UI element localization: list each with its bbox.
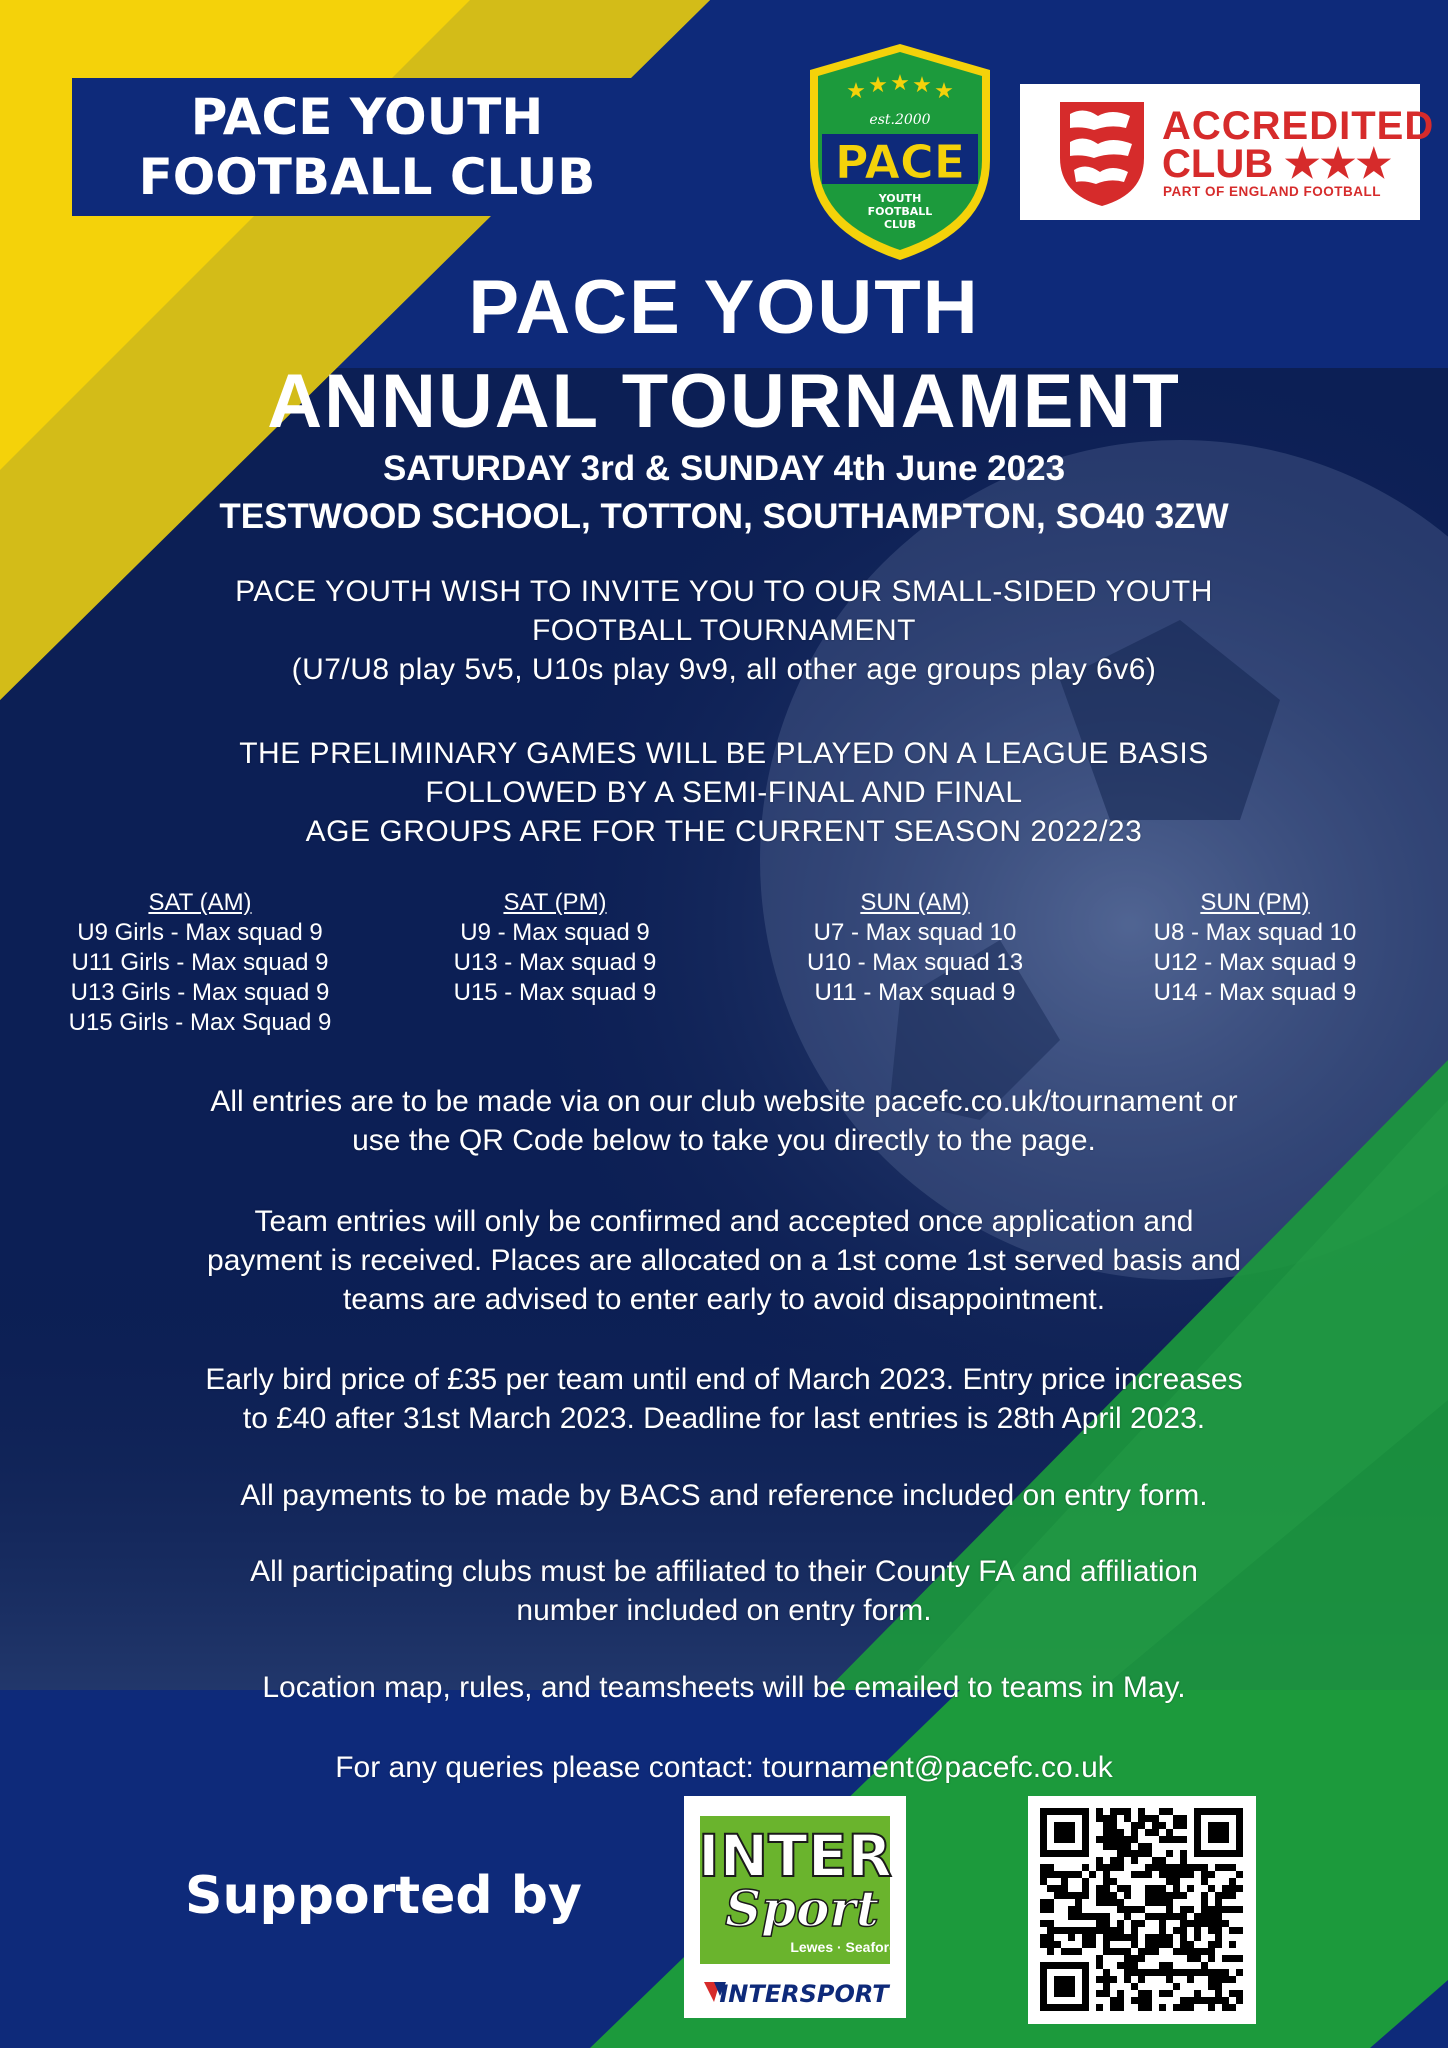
info-text: Team entries will only be confirmed and accepted once application and: [254, 1205, 1194, 1238]
contact-email-text[interactable]: For any queries please contact: tournament@pacefc.co.uk: [335, 1751, 1113, 1784]
svg-text:★: ★: [890, 70, 910, 95]
intro-line1: PACE YOUTH WISH TO INVITE YOU TO OUR SMALL-SIDED YOUTH: [235, 575, 1213, 608]
info-pricing: [0, 1360, 1448, 1438]
sponsor-brand-top: INTER: [698, 1822, 892, 1890]
info-text: All participating clubs must be affiliated to their County FA and affiliation: [250, 1555, 1198, 1588]
accredited-club-badge: [1020, 84, 1435, 220]
intro-line2: FOOTBALL TOURNAMENT: [531, 614, 916, 647]
schedule-item: U15 - Max squad 9: [453, 979, 657, 1006]
accredited-title: ACCREDITED: [1162, 104, 1435, 148]
supported-by-label: Supported by: [185, 1866, 582, 1926]
schedule-item: U11 - Max squad 9: [814, 979, 1016, 1006]
qr-code-icon: [1028, 1796, 1256, 2024]
qr-code[interactable]: [1028, 1796, 1256, 2024]
tournament-venue: TESTWOOD SCHOOL, TOTTON, SOUTHAMPTON, SO40 3ZW: [219, 497, 1229, 536]
club-name: [72, 78, 662, 216]
sponsor-brand-bottom: INTERSPORT: [719, 1980, 889, 2008]
intro-line6: AGE GROUPS ARE FOR THE CURRENT SEASON 2022/23: [305, 815, 1143, 848]
info-text: to £40 after 31st March 2023. Deadline for last entries is 28th April 2023.: [242, 1402, 1206, 1435]
info-confirmation: [0, 1202, 1448, 1319]
club-name-line2: FOOTBALL CLUB: [138, 148, 596, 206]
info-text: All payments to be made by BACS and reference included on entry form.: [240, 1479, 1208, 1512]
crest-sub-line2: FOOTBALL: [867, 205, 933, 218]
accredited-club: CLUB ★★★: [1162, 142, 1392, 186]
info-entries: [0, 1082, 1448, 1160]
accredited-sub: PART OF ENGLAND FOOTBALL: [1163, 184, 1381, 199]
sponsor-location: Lewes · Seaford: [790, 1939, 898, 1955]
schedule-header: SAT (PM): [503, 889, 607, 916]
schedule-item: U8 - Max squad 10: [1153, 919, 1357, 946]
schedule-sat-am: [30, 888, 370, 1038]
info-text: use the QR Code below to take you directly to the page.: [352, 1124, 1096, 1157]
club-name-line1: PACE YOUTH: [190, 88, 544, 146]
info-text: Early bird price of £35 per team until end of March 2023. Entry price increases: [205, 1363, 1243, 1396]
info-location: [0, 1668, 1448, 1707]
crest-est: est.2000: [869, 112, 931, 128]
intro-block-1: [0, 572, 1448, 689]
schedule-item: U10 - Max squad 13: [806, 949, 1024, 976]
schedule-sun-am: [745, 888, 1085, 1008]
schedule-item: U15 Girls - Max Squad 9: [68, 1009, 332, 1036]
schedule-item: U13 Girls - Max squad 9: [70, 979, 330, 1006]
schedule-item: U7 - Max squad 10: [813, 919, 1017, 946]
schedule-item: U11 Girls - Max squad 9: [71, 949, 329, 976]
info-payments: [0, 1476, 1448, 1515]
three-lions-icon: [1054, 98, 1150, 208]
svg-text:★: ★: [868, 72, 888, 97]
schedule-item: U9 Girls - Max squad 9: [77, 919, 323, 946]
schedule-sun-pm: [1085, 888, 1425, 1008]
pace-crest-logo: [800, 40, 1000, 264]
schedule-header: SAT (AM): [148, 889, 252, 916]
crest-name: PACE: [834, 135, 966, 189]
intersport-sponsor-logo: [684, 1796, 906, 2018]
info-text: payment is received. Places are allocated on a 1st come 1st served basis and: [207, 1244, 1241, 1277]
info-text: All entries are to be made via on our club website pacefc.co.uk/tournament or: [210, 1085, 1238, 1118]
info-text: Location map, rules, and teamsheets will be emailed to teams in May.: [262, 1671, 1186, 1704]
info-text: teams are advised to enter early to avoid disappointment.: [342, 1283, 1106, 1316]
crest-sub-line1: YOUTH: [878, 192, 922, 205]
svg-text:★: ★: [912, 72, 932, 97]
tournament-dates: SATURDAY 3rd & SUNDAY 4th June 2023: [382, 449, 1066, 488]
schedule-header: SUN (PM): [1200, 889, 1310, 916]
svg-text:★: ★: [934, 78, 954, 103]
intro-line5: FOLLOWED BY A SEMI-FINAL AND FINAL: [425, 776, 1023, 809]
schedule-item: U13 - Max squad 9: [453, 949, 657, 976]
crest-sub-line3: CLUB: [883, 218, 917, 231]
schedule-item: U9 - Max squad 9: [460, 919, 650, 946]
svg-text:★: ★: [846, 78, 866, 103]
tournament-title-line2: ANNUAL TOURNAMENT: [267, 359, 1181, 444]
schedule-item: U14 - Max squad 9: [1153, 979, 1357, 1006]
info-text: number included on entry form.: [516, 1594, 932, 1627]
tournament-title-line1: PACE YOUTH: [468, 265, 980, 350]
info-affiliation: [0, 1552, 1448, 1630]
schedule-item: U12 - Max squad 9: [1153, 949, 1357, 976]
intro-block-2: [0, 734, 1448, 851]
sponsor-brand-script: Sport: [725, 1879, 879, 1938]
schedule-sat-pm: [385, 888, 725, 1008]
info-contact: [0, 1748, 1448, 1787]
intro-line4: THE PRELIMINARY GAMES WILL BE PLAYED ON A LEAGUE BASIS: [239, 737, 1209, 770]
schedule-header: SUN (AM): [860, 889, 970, 916]
intro-line3: (U7/U8 play 5v5, U10s play 9v9, all other age groups play 6v6): [291, 653, 1157, 686]
